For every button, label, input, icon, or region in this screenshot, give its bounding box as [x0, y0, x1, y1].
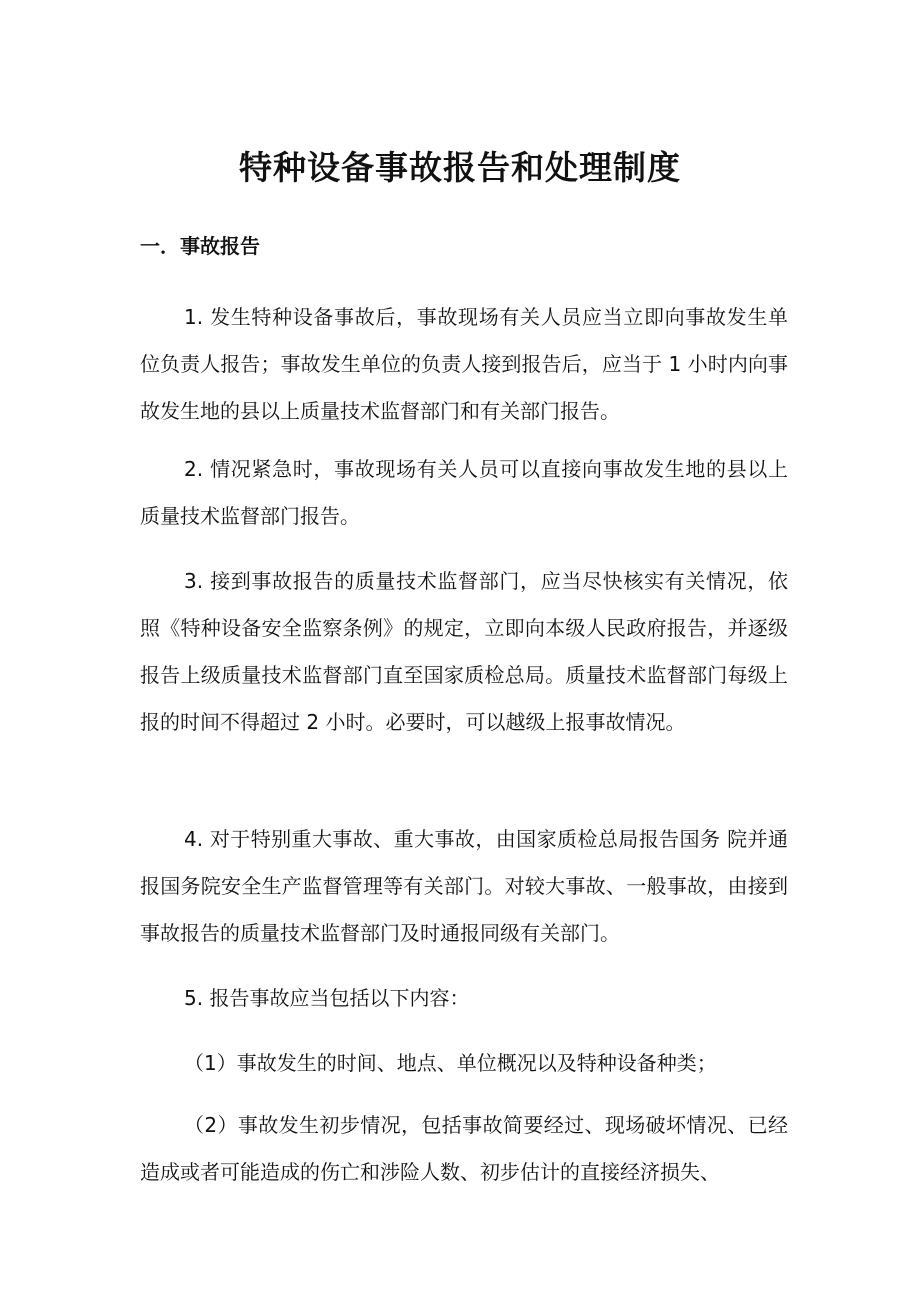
paragraph-4: 4. 对于特别重大事故、重大事故，由国家质检总局报告国务 院并通报国务院安全生产监督管理等有关部门。对较大事故、一般事故，由接到事故报告的质量技术监督部门及时通报同级有关部门。	[140, 827, 788, 945]
paragraph-5: 5. 报告事故应当包括以下内容：	[184, 986, 470, 1010]
document-title: 特种设备事故报告和处理制度	[239, 148, 681, 187]
sub-item-1: （1）事故发生的时间、地点、单位概况以及特种设备种类；	[184, 1051, 717, 1075]
sub-item-2: （2）事故发生初步情况，包括事故简要经过、现场破坏情况、已经造成或者可能造成的伤亡和涉险人数、初步估计的直接经济损失、	[140, 1113, 788, 1184]
paragraph-2: 2. 情况紧急时，事故现场有关人员可以直接向事故发生地的县以上质量技术监督部门报告。	[140, 457, 788, 528]
section-heading-accident-report: 一．事故报告	[140, 234, 260, 258]
paragraph-3: 3. 接到事故报告的质量技术监督部门，应当尽快核实有关情况，依照《特种设备安全监察条例》的规定，立即向本级人民政府报告，并逐级报告上级质量技术监督部门直至国家质检总局。质量技术监督部门每级上报的时间不得超过 2 小时。必要时，可以越级上报事故情况。	[140, 569, 788, 734]
paragraph-1: 1. 发生特种设备事故后，事故现场有关人员应当立即向事故发生单位负责人报告；事故发生单位的负责人接到报告后，应当于 1 小时内向事故发生地的县以上质量技术监督部门和有关部门报告。	[140, 305, 788, 423]
